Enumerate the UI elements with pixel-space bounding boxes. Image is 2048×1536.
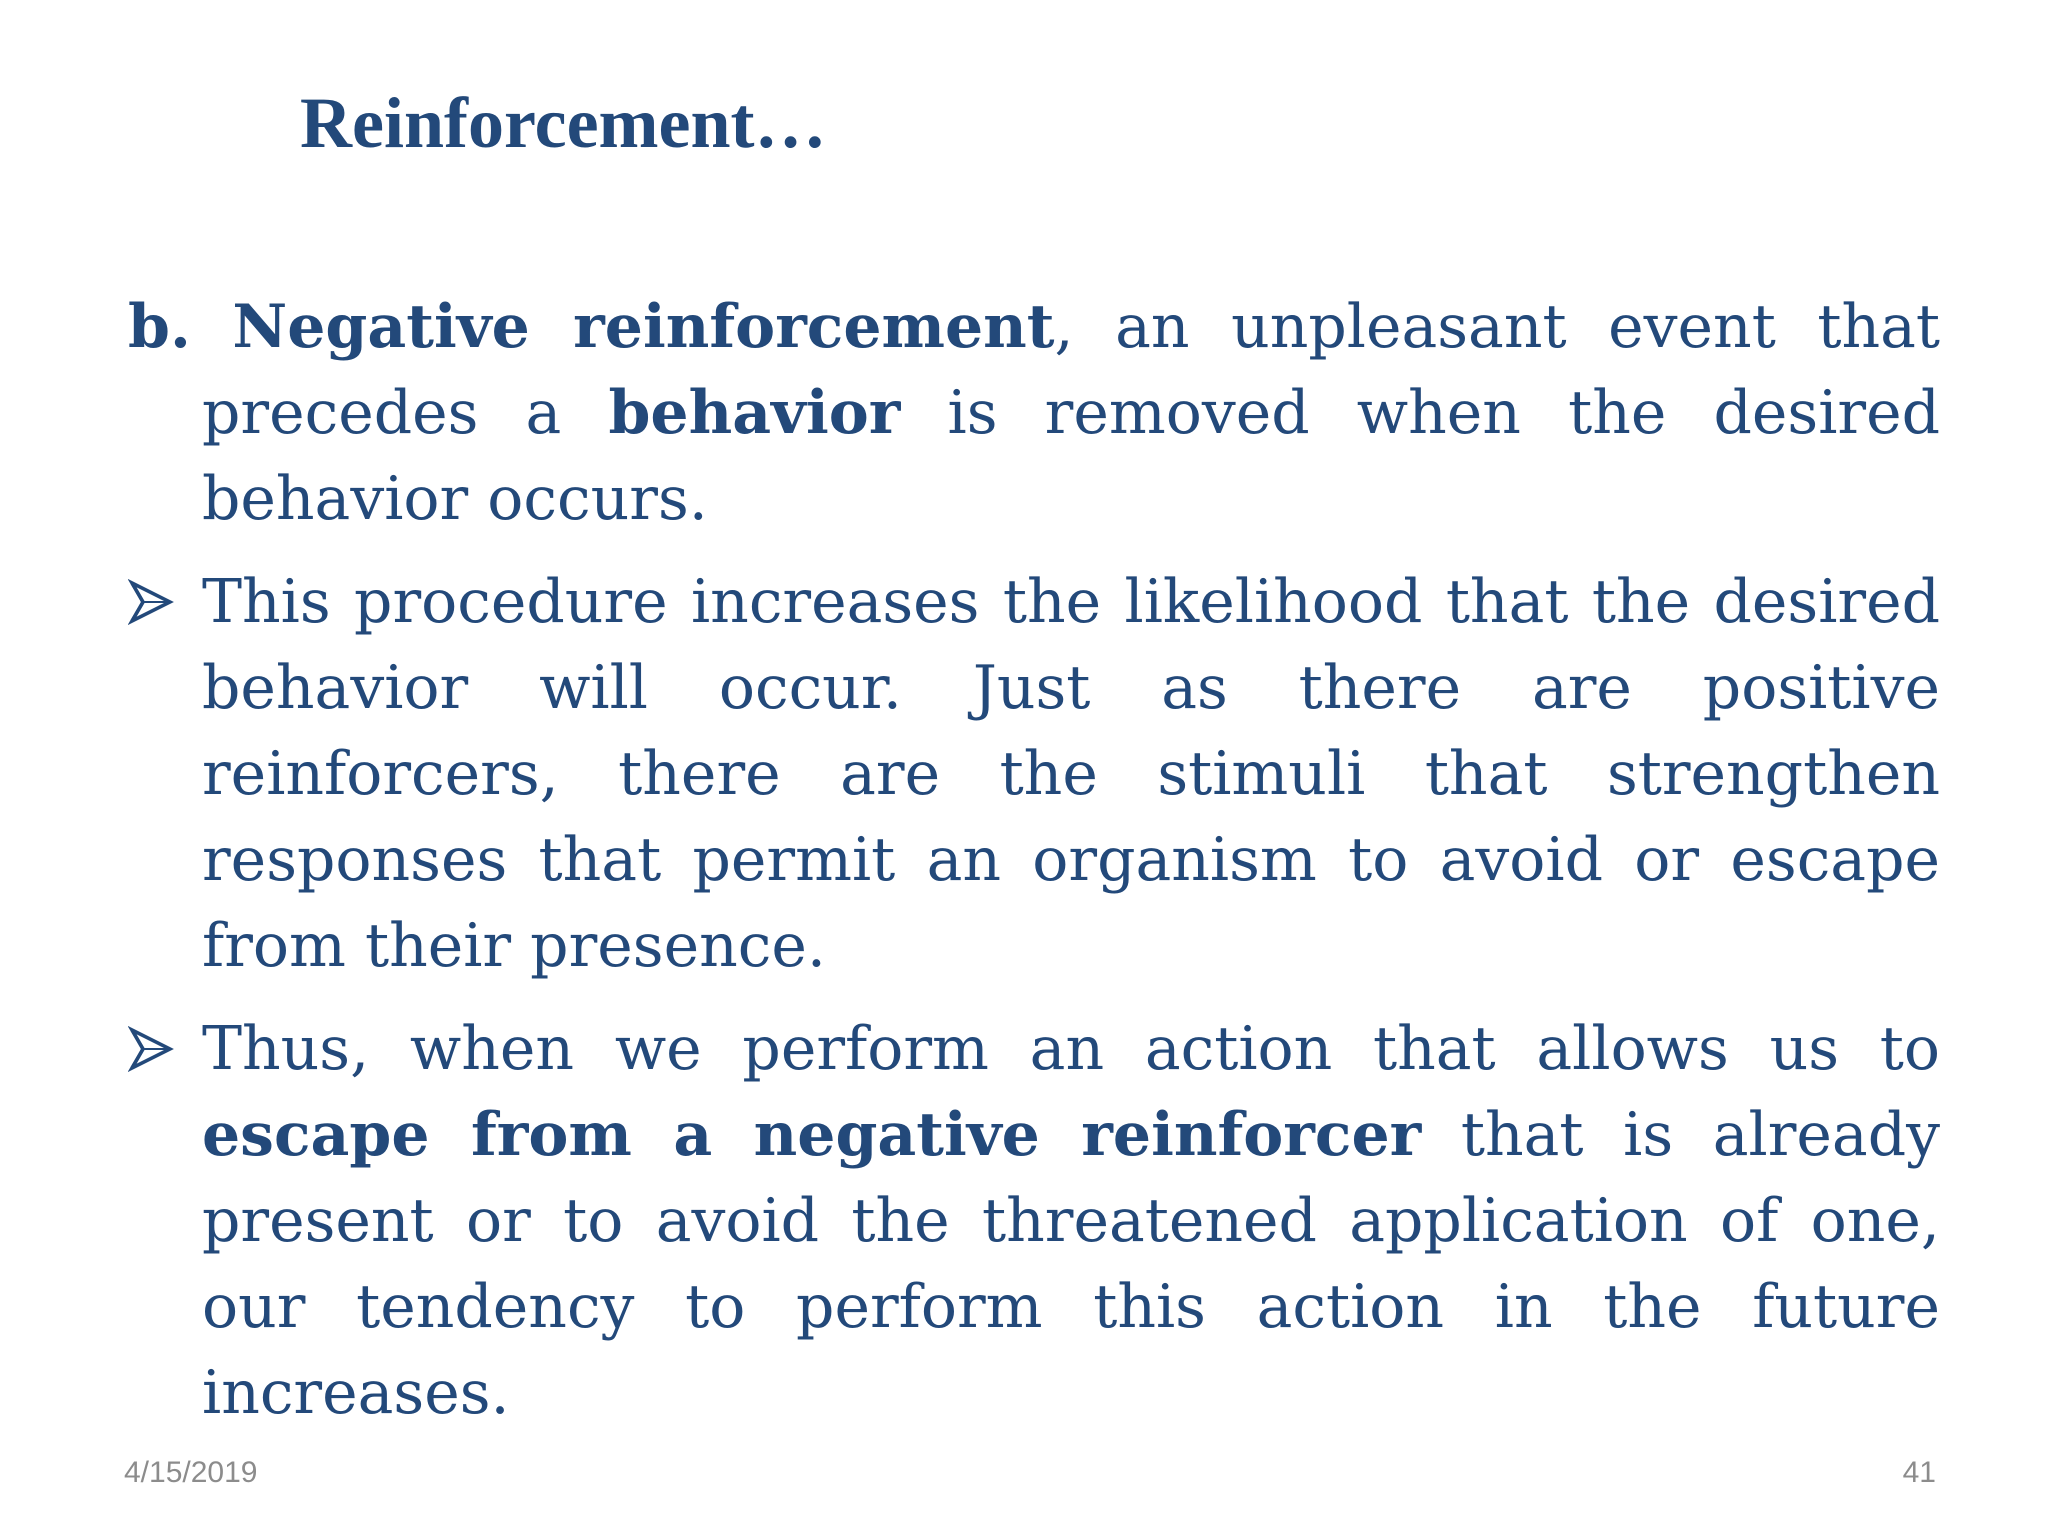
bullet-paragraph-1 bbox=[128, 559, 1940, 989]
item-b-label: b. bbox=[128, 292, 191, 362]
item-b-text-1: , an unpleasant event that precedes a bbox=[202, 292, 1940, 448]
item-b-bold-behavior: behavior bbox=[608, 378, 901, 448]
bullet-2-text-2: that is already present or to avoid the threatened application of one, our tendency to perform this action in the future increases. bbox=[202, 1100, 1941, 1428]
bullet-1-text: This procedure increases the likelihood that the desired behavior will occur. Just as there are positive reinforcers, there are the stimuli that strengthen responses that permit an organism to avoid or escape from their presence. bbox=[202, 567, 1940, 981]
item-b-paragraph bbox=[128, 284, 1940, 542]
arrow-bullet-icon bbox=[128, 1006, 202, 1092]
bullet-2-bold: escape from a negative reinforcer bbox=[202, 1100, 1422, 1170]
slide-body bbox=[128, 284, 1940, 1436]
footer-date: 4/15/2019 bbox=[124, 1456, 258, 1489]
item-b-term: Negative reinforcement bbox=[232, 292, 1055, 362]
arrow-bullet-icon bbox=[128, 559, 202, 645]
bullet-paragraph-2 bbox=[128, 1006, 1940, 1436]
bullet-2-text-1: Thus, when we perform an action that allows us to bbox=[202, 1014, 1940, 1084]
item-b-text-2: is removed when the desired behavior occurs. bbox=[202, 378, 1940, 534]
slide-title: Reinforcement… bbox=[300, 83, 827, 163]
footer-page-number: 41 bbox=[1902, 1456, 1936, 1489]
